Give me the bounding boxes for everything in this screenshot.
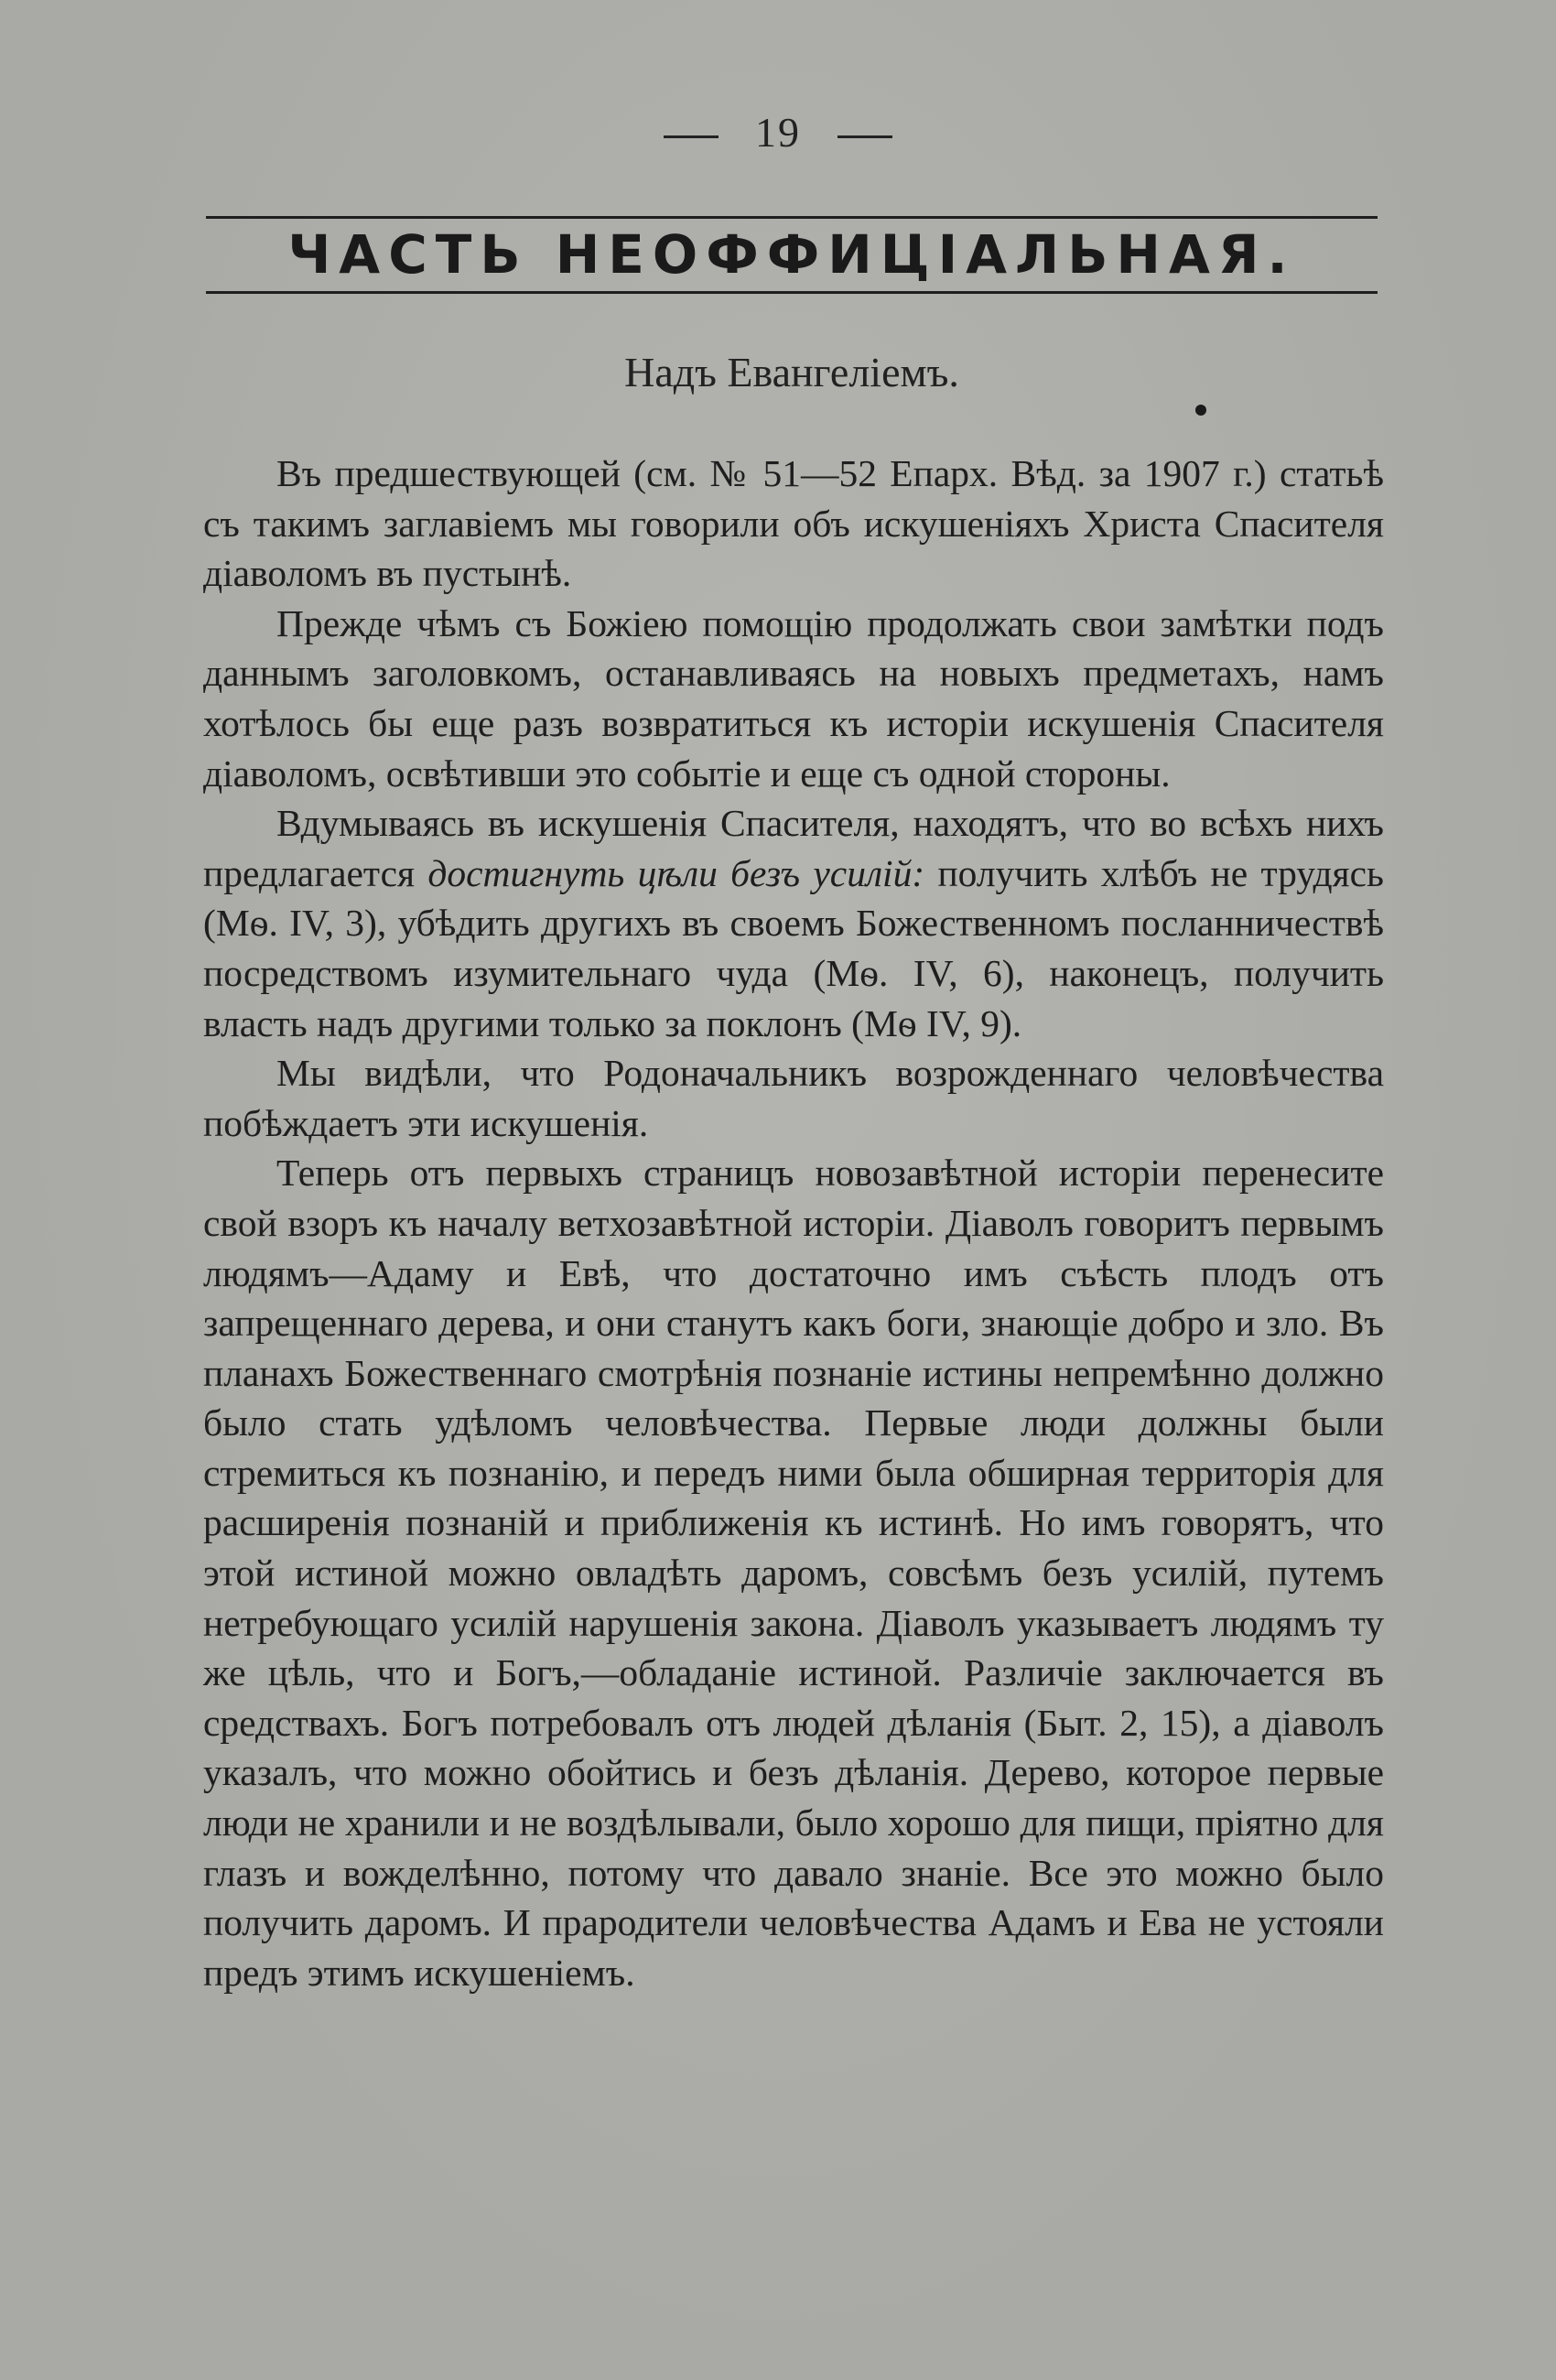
right-dash (837, 135, 892, 138)
decorative-dot (1195, 405, 1206, 416)
paragraph-4: Мы видѣли, что Родоначальникъ возрожденнаго человѣчества побѣждаетъ эти искушенія. (203, 1052, 1384, 1144)
paragraph-3-emphasis: достигнуть цѣли безъ усилій: (427, 851, 925, 894)
paragraph-3 (203, 798, 1384, 1048)
page-number: 19 (755, 109, 801, 156)
paragraph-3-after: получить хлѣбъ не трудясь (Мѳ. IV, 3), убѣдить другихъ въ своемъ Божественномъ посланничествѣ посредствомъ изумительнаго чуда (Мѳ. IV, 6), наконецъ, получить власть надъ другими только за поклонъ (Мѳ IV, 9). (203, 851, 1384, 1044)
paragraph-3-before: Вдумываясь въ искушенія Спасителя, находятъ, что во всѣхъ нихъ предлагается (203, 802, 1384, 894)
paragraph-2: Прежде чѣмъ съ Божіею помощію продолжать свои замѣтки подъ даннымъ заголовкомъ, останавливаясь на новыхъ предметахъ, намъ хотѣлось бы еще разъ возвратиться къ исторіи искушенія Спасителя діаволомъ, освѣтивши это событіе и еще съ одной стороны. (203, 601, 1384, 795)
section-rule-top (206, 216, 1378, 219)
paragraph-1: Въ предшествующей (см. № 51—52 Епарх. Вѣд. за 1907 г.) статьѣ съ такимъ заглавіемъ мы говорили объ искушеніяхъ Христа Спасителя діаволомъ въ пустынѣ. (203, 452, 1384, 595)
left-dash (664, 135, 719, 138)
section-rule-bottom (206, 291, 1378, 294)
page-number-line (0, 108, 1556, 157)
article-title: Надъ Евангеліемъ. (624, 349, 959, 395)
paragraph-5: Теперь отъ первыхъ страницъ новозавѣтной исторіи перенесите свой взоръ къ началу ветхозавѣтной исторіи. Діаволъ говоритъ первымъ людямъ—Адаму и Евѣ, что достаточно имъ съѣсть плодъ отъ запрещеннаго дерева, и они станутъ какъ боги, знающіе добро и зло. Въ планахъ Божественнаго смотрѣнія познаніе истины непремѣнно должно было стать удѣломъ человѣчества. Первые люди должны были стремиться къ познанію, и передъ ними была обширная территорія для расширенія познаній и приближенія къ истинѣ. Но имъ говорятъ, что этой истиной можно овладѣть даромъ, совсѣмъ безъ усилій, путемъ нетребующаго усилій нарушенія закона. Діаволъ указываетъ людямъ ту же цѣль, что и Богъ,—обладаніе истиной. Различіе заключается въ средствахъ. Богъ потребовалъ отъ людей дѣланія (Быт. 2, 15), а діаволъ указалъ, что можно обойтись и безъ дѣланія. Дерево, которое первые люди не хранили и не воздѣлывали, было хорошо для пищи, пріятно для глазъ и вожделѣнно, потому что давало знаніе. Все это можно было получить даромъ. И прародители человѣчества Адамъ и Ева не устояли предъ этимъ искушеніемъ. (203, 1152, 1384, 1994)
section-title: ЧАСТЬ НЕОФФИЦІАЛЬНАЯ. (287, 223, 1296, 286)
article-body (203, 449, 1384, 1997)
